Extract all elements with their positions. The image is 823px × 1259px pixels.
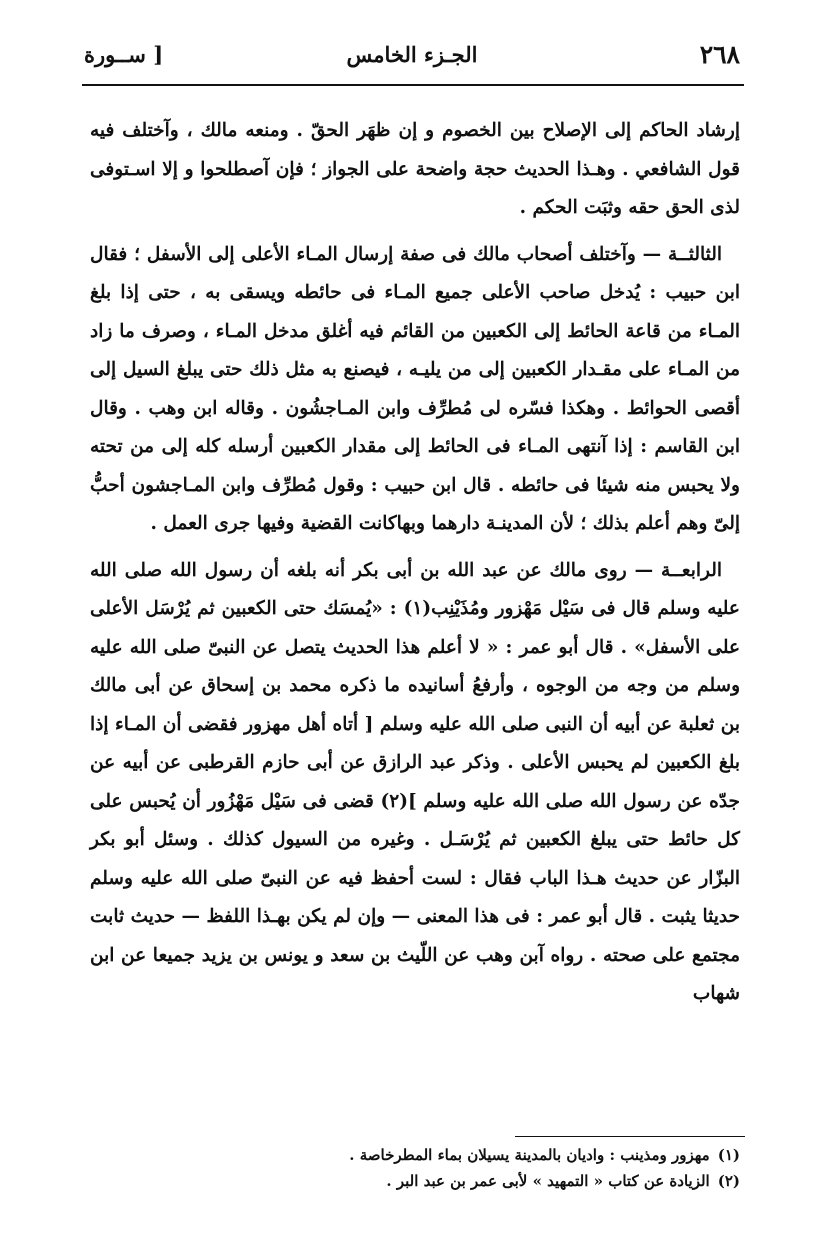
footnote-number: (٢): [717, 1172, 740, 1190]
paragraph-continuation: إرشاد الحاكم إلى الإصلاح بين الخصوم و إن ظهَر الحقّ . ومنعه مالك ، وآختلف فيه قول الشافعي . وهـذا الحديث حجة واضحة على الجواز ؛ فإن آصطلحوا و إلا اسـتوفى لذى الحق حقه وثبَت الحكم .: [90, 120, 740, 218]
part-title: الجـزء الخامس: [346, 42, 478, 67]
footnote-rule: [515, 1136, 745, 1137]
running-header: [82, 38, 742, 78]
paragraph-fourth: الرابعــة — روى مالك عن عبد الله بن أبى بكر أنه بلغه أن رسول الله صلى الله عليه وسلم قال فى سَيْل مَهْزور ومُذَيْنِب(١) : «يُمسَك حتى الكعبين ثم يُرْسَل الأعلى على الأسفل» . قال أبو عمر : « لا أعلم هذا الحديث يتصل عن النبىّ صلى الله عليه وسلم من وجه من الوجوه ، وأرفعُ أسانيده ما ذكره محمد بن إسحاق عن أبى مالك بن ثعلبة عن أبيه أن النبى صلى الله عليه وسلم [ أتاه أهل مهزور فقضى أن المـاء إذا بلغ الكعبين لم يحبس الأعلى . وذكر عبد الرازق عن أبى حازم القرطبى عن أبيه عن جدّه عن رسول الله صلى الله عليه وسلم ](٢) قضى فى سَيْل مَهْزُور أن يُحبس على كل حائط حتى يبلغ الكعبين ثم يُرْسَـل . وغيره من السيول كذلك . وسئل أبو بكر البزّار عن حديث هـذا الباب فقال : لست أحفظ فيه عن النبىّ صلى الله عليه وسلم حديثا يثبت . قال أبو عمر : فى هذا المعنى — وإن لم يكن بهـذا اللفظ — حديث ثابت مجتمع على صحته . رواه آبن وهب عن اللّيث بن سعد و يونس بن يزيد جميعا عن ابن شهاب: [90, 559, 740, 1004]
surah-label: [ ســورة: [84, 42, 164, 67]
footnote-text: مهزور ومذينب : واديان بالمدينة يسيلان بماء المطرخاصة .: [349, 1146, 710, 1164]
main-text: [90, 112, 740, 1022]
header-rule: [82, 84, 744, 86]
footnote-item: [300, 1142, 740, 1168]
footnote-text: الزيادة عن كتاب « التمهيد » لأبى عمر بن عبد البر .: [386, 1172, 710, 1190]
page-number: ٢٦٨: [699, 40, 740, 69]
footnote-number: (١): [717, 1146, 740, 1164]
paragraph-third: الثالثــة — وآختلف أصحاب مالك فى صفة إرسال المـاء الأعلى إلى الأسفل ؛ فقال ابن حبيب : يُدخل صاحب الأعلى جميع المـاء فى حائطه ويسقى به ، حتى إذا بلغ المـاء من قاعة الحائط إلى الكعبين من القائم فيه أغلق مدخل المـاء ، وصرف ما زاد من المـاء على مقـدار الكعبين إلى من يليـه ، فيصنع به مثل ذلك حتى يبلغ السيل إلى أقصى الحوائط . وهكذا فسّره لى مُطرِّف وابن المـاجشُون . وقاله ابن وهب . وقال ابن القاسم : إذا آنتهى المـاء فى الحائط إلى مقدار الكعبين أرسله كله إلى من تحته ولا يحبس منه شيئا فى حائطه . قال ابن حبيب : وقول مُطرِّف وابن المـاجشون أحبُّ إلىّ وهم أعلم بذلك ؛ لأن المدينـة دارهما وبهاكانت القضية وفيها جرى العمل .: [90, 243, 740, 534]
footnote-item: [300, 1168, 740, 1194]
footnotes: [300, 1142, 740, 1194]
